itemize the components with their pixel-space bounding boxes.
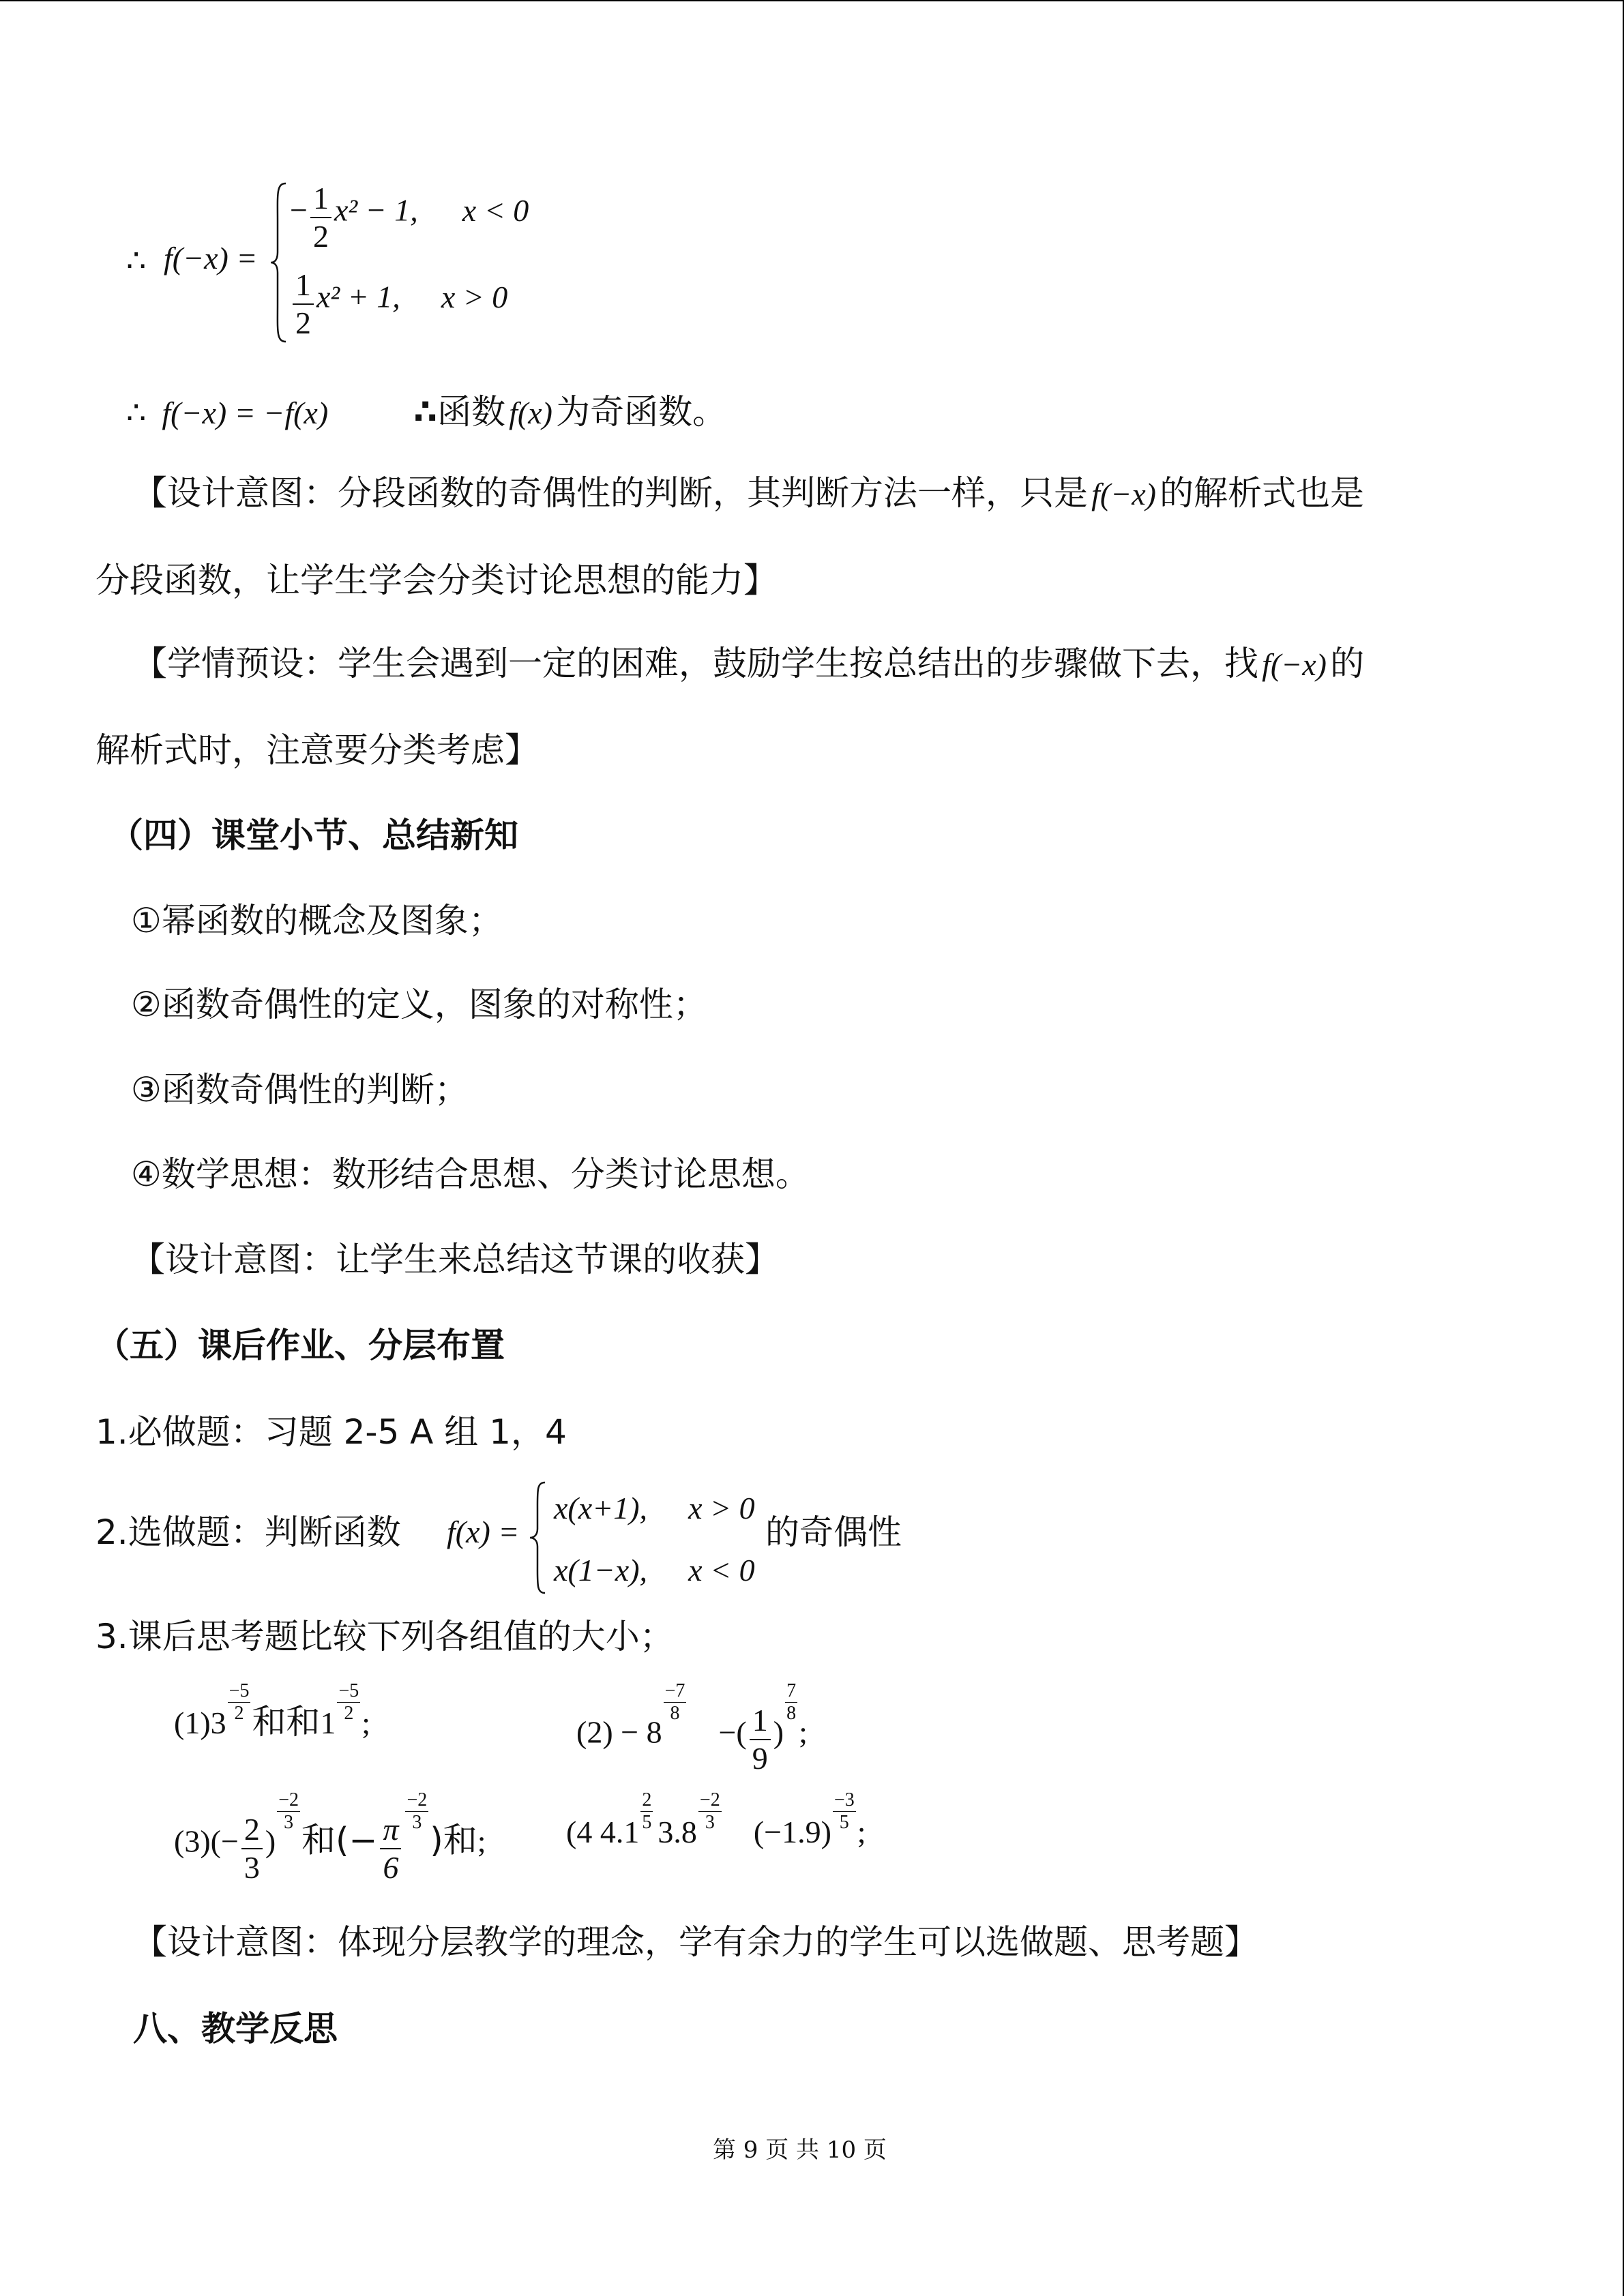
exponent: $\frac{-5}{2}$ [228,1680,250,1724]
section4-intent: 【设计意图：让学生来总结这节课的收获】 [131,1240,779,1279]
formula-therefore: ∴ [126,243,147,278]
comparison-1: (1)3 $\frac{-5}{2}$ 和和1 $\frac{-5}{2}$ ; [174,1680,371,1742]
design-intent-1-line1: 【设计意图：分段函数的奇偶性的判断，其判断方法一样，只是 f(−x) 的解析式也是 [133,473,1365,513]
comparison-4: (4 4.1 $\frac{2}{5}$ 3.8 $\frac{-2}{3}$ (−1.9) $\frac{-3}{5}$ ; [566,1789,866,1849]
exponent: $\frac{-5}{2}$ [338,1680,359,1724]
exponent: $\frac{-2}{3}$ [699,1789,720,1833]
homework-2-label: 2.选做题：判断函数 [95,1512,401,1552]
page-footer: 第 9 页 共 10 页 [713,2136,887,2164]
case1-row: − $\frac{1}{2}$ x² − 1, x < 0 [290,181,529,254]
section4-heading: （四）课堂小节、总结新知 [109,816,518,855]
case2-fraction: $\frac{1}{2}$ [293,269,314,339]
section4-item-1: ①幂函数的概念及图象； [131,901,503,940]
case2-row: $\frac{1}{2}$ x² + 1, x > 0 [290,269,507,339]
exponent: $\frac{-7}{8}$ [664,1680,685,1724]
exponent: $\frac{-2}{3}$ [278,1789,299,1833]
learning-preset-line2: 解析式时，注意要分类考虑】 [95,730,539,770]
case1-fraction: $\frac{1}{2}$ [310,183,331,252]
conclusion-line: ∴ f(−x) = −f(x) ∴函数 f(x) 为奇函数。 [126,392,727,432]
hw2-case2: x(1−x), x < 0 [554,1553,755,1587]
homework-2-suffix: 的奇偶性 [765,1512,902,1552]
fraction: $\frac{\pi}{6}$ [380,1814,401,1883]
comparison-3: (3)(− $\frac{2}{3}$ ) $\frac{-2}{3}$ 和(− $\frac{\pi}{6}$ $\frac{-2}{3}$ )和; [174,1789,486,1885]
exponent: $\frac{2}{5}$ [642,1789,652,1833]
exponent: $\frac{7}{8}$ [786,1680,797,1724]
section4-item-2: ②函数奇偶性的定义，图象的对称性； [131,985,707,1024]
section5-heading: （五）课后作业、分层布置 [95,1326,505,1365]
design-intent-1-line2: 分段函数，让学生学会分类讨论思想的能力】 [95,561,778,600]
comparison-2: (2) − 8 $\frac{-7}{8}$ −( $\frac{1}{9}$ ) $\frac{7}{8}$ ; [576,1680,808,1776]
homework-1: 1.必做题：习题 2-5 A 组 1，4 [95,1412,567,1452]
section8-heading: 八、教学反思 [133,2009,338,2048]
learning-preset-line1: 【学情预设：学生会遇到一定的困难，鼓励学生按总结出的步骤做下去，找 f(−x) 的 [133,644,1365,683]
left-brace-icon [269,181,290,344]
section4-item-4: ④数学思想：数形结合思想、分类讨论思想。 [131,1154,810,1194]
homework-3: 3.课后思考题比较下列各组值的大小； [95,1617,674,1656]
exponent: $\frac{-2}{3}$ [407,1789,428,1833]
exponent: $\frac{-3}{5}$ [833,1789,855,1833]
section4-item-3: ③函数奇偶性的判断； [131,1070,469,1109]
homework-2-fx: f(x) = [447,1515,520,1549]
formula-lhs: f(−x) = [164,241,258,275]
left-brace-icon [529,1480,549,1596]
design-intent-3: 【设计意图：体现分层教学的理念，学有余力的学生可以选做题、思考题】 [133,1922,1258,1962]
hw2-case1: x(x+1), x > 0 [554,1491,755,1525]
fraction: $\frac{2}{3}$ [241,1814,263,1883]
fraction: $\frac{1}{9}$ [750,1705,771,1774]
